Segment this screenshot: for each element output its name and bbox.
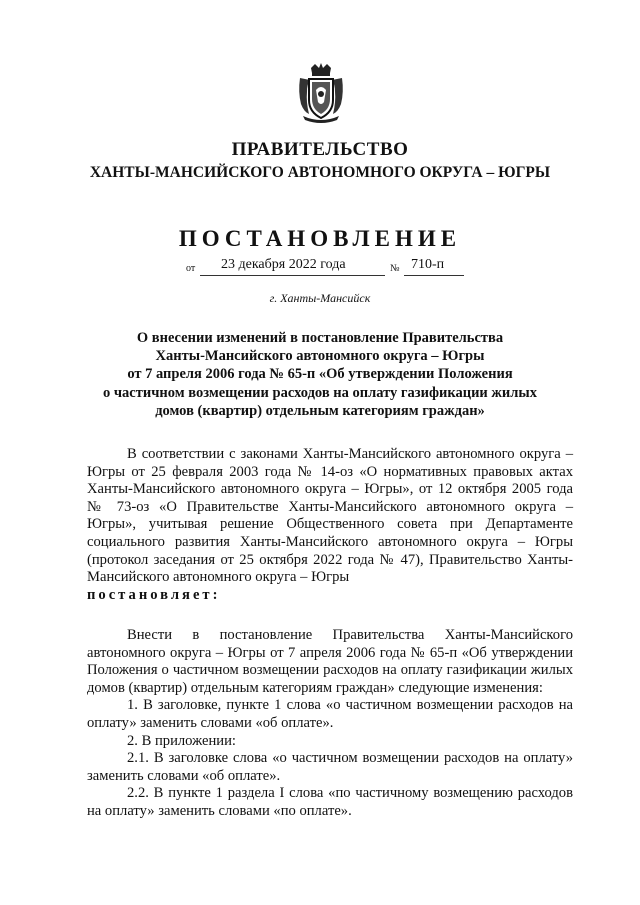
coat-of-arms-icon (295, 62, 347, 126)
document-title (60, 329, 580, 420)
document-type: ПОСТАНОВЛЕНИЕ (178, 226, 462, 251)
amendment-intro: Внести в постановление Правительства Ханты-Мансийского автономного округа – Югры от 7 апреля 2006 года № 65-п «Об утверждении Положения о частичном возмещении расходов на оплату газификации жилых домов (квартир) отдельным категориям граждан» следующие изменения: (87, 627, 573, 696)
operative-section (87, 627, 573, 821)
number-prefix: № (390, 263, 400, 274)
title-line: от 7 апреля 2006 года № 65-п «Об утверждении Положения (127, 366, 513, 383)
amendment-item: 2.2. В пункте 1 раздела I слова «по частичному возмещению расходов на оплату» заменить словами «по оплате». (87, 785, 573, 819)
date-underline (200, 275, 385, 276)
document-city: г. Ханты-Мансийск (269, 291, 371, 305)
resolves-word: постановляет: (87, 586, 221, 603)
preamble-paragraph (87, 446, 573, 604)
document-number: 710-п (411, 257, 445, 272)
title-line: Ханты-Мансийского автономного округа – Югры (155, 348, 485, 365)
preamble-text: В соответствии с законами Ханты-Мансийского автономного округа – Югры от 25 февраля 2003 года № 14-оз «О нормативных правовых актах Ханты-Мансийского автономного округа – Югры», от 12 октября 2005 года № 73-оз «О Правительстве Ханты-Мансийского автономного округа – Югры», учитывая решение Общественного совета при Департаменте социального развития Ханты-Мансийского автономного округа – Югры (протокол заседания от 25 октября 2022 года № 47), Правительство Ханты-Мансийского автономного округа – Югры (87, 446, 573, 586)
amendment-item: 2. В приложении: (127, 732, 236, 749)
title-line: домов (квартир) отдельным категориям граждан» (155, 402, 485, 419)
date-prefix: от (186, 263, 196, 274)
number-underline (404, 275, 464, 276)
title-line: о частичном возмещении расходов на оплату газификации жилых (103, 384, 537, 401)
government-region: ХАНТЫ-МАНСИЙСКОГО АВТОНОМНОГО ОКРУГА – ЮГРЫ (89, 164, 551, 181)
amendment-item: 1. В заголовке, пункте 1 слова «о частичном возмещении расходов на оплату» заменить словами «об оплате». (87, 697, 573, 731)
document-date: 23 декабря 2022 года (221, 257, 346, 272)
amendment-item: 2.1. В заголовке слова «о частичном возмещении расходов на оплату» заменить словами «об оплате». (87, 750, 573, 784)
title-line: О внесении изменений в постановление Правительства (136, 330, 504, 346)
government-name: ПРАВИТЕЛЬСТВО (231, 139, 409, 160)
